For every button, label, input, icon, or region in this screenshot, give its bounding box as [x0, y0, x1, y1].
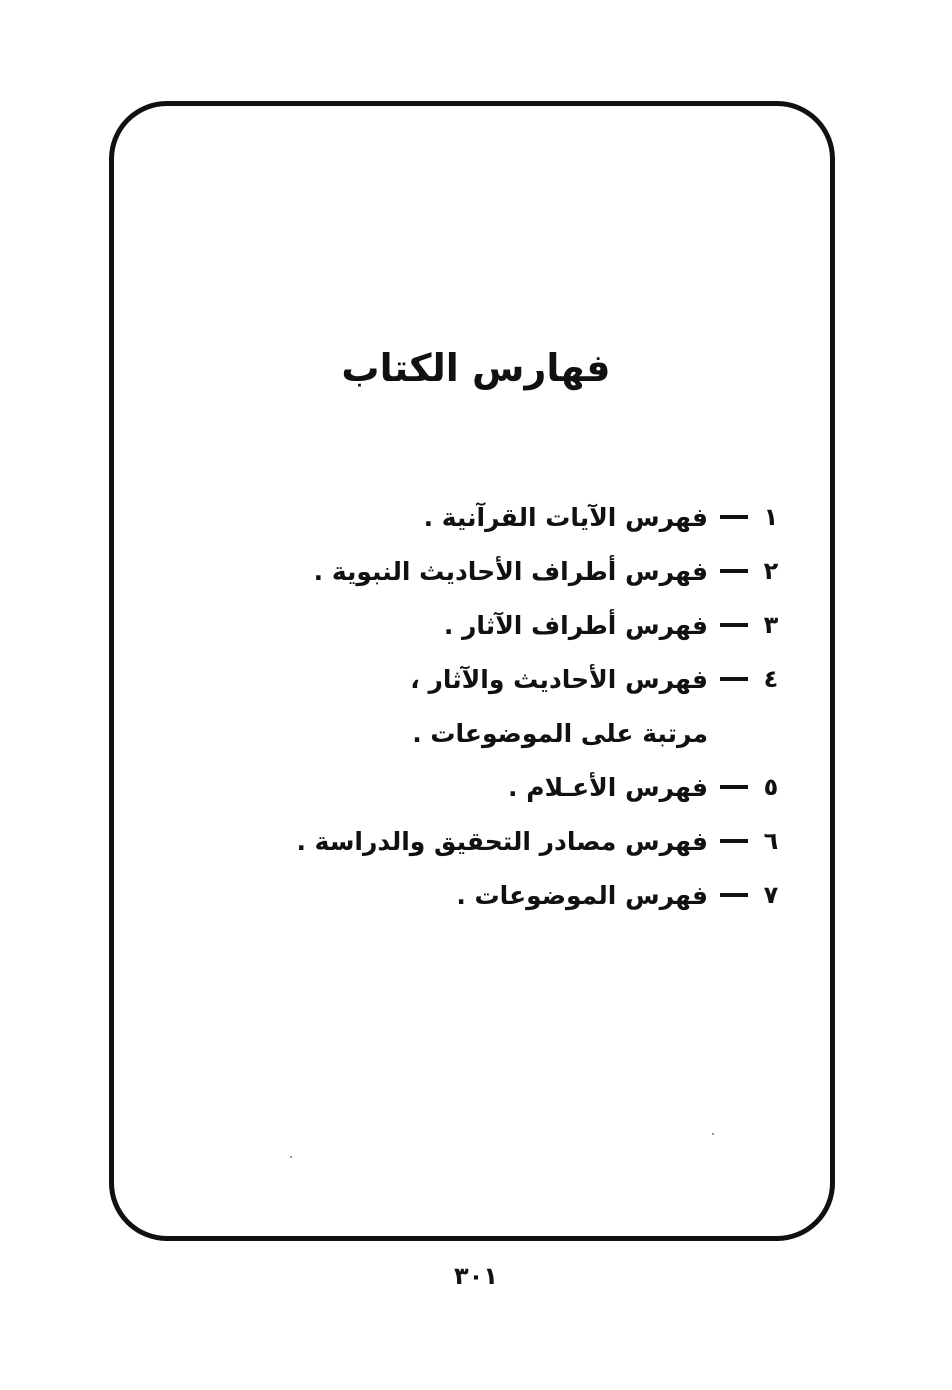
- page-title: فهارس الكتاب: [341, 346, 611, 390]
- dash-separator: [720, 839, 748, 843]
- item-number: ٣: [763, 611, 779, 639]
- scan-speck: [712, 1133, 714, 1135]
- page-number: ٣٠١: [454, 1262, 498, 1290]
- list-item: [262, 868, 782, 922]
- item-label: فهرس الأحاديث والآثار ،: [410, 664, 708, 694]
- item-number: ٥: [763, 773, 779, 801]
- scan-speck: [290, 1156, 292, 1158]
- item-number: ٢: [763, 557, 779, 585]
- dash-separator: [720, 785, 748, 789]
- item-number: ٦: [763, 827, 779, 855]
- item-label: فهرس مصادر التحقيق والدراسة .: [296, 826, 708, 856]
- item-continuation: مرتبة على الموضوعات .: [412, 718, 708, 748]
- item-label: فهرس أطراف الآثار .: [443, 610, 708, 640]
- dash-separator: [720, 623, 748, 627]
- dash-separator: [720, 677, 748, 681]
- list-item: [262, 760, 782, 814]
- dash-separator: [720, 569, 748, 573]
- item-number: ١: [763, 503, 779, 531]
- item-number: ٤: [763, 665, 779, 693]
- index-list: [262, 490, 782, 922]
- list-item: [262, 814, 782, 868]
- dash-separator: [720, 893, 748, 897]
- item-number: ٧: [763, 881, 779, 909]
- list-item: [262, 490, 782, 544]
- list-item: [262, 544, 782, 598]
- item-label: فهرس الموضوعات .: [456, 880, 708, 910]
- list-item: [262, 652, 782, 706]
- item-label: فهرس أطراف الأحاديث النبوية .: [313, 556, 708, 586]
- list-item: [262, 598, 782, 652]
- item-label: فهرس الآيات القرآنية .: [423, 502, 708, 532]
- item-label: فهرس الأعـلام .: [508, 772, 708, 802]
- dash-separator: [720, 515, 748, 519]
